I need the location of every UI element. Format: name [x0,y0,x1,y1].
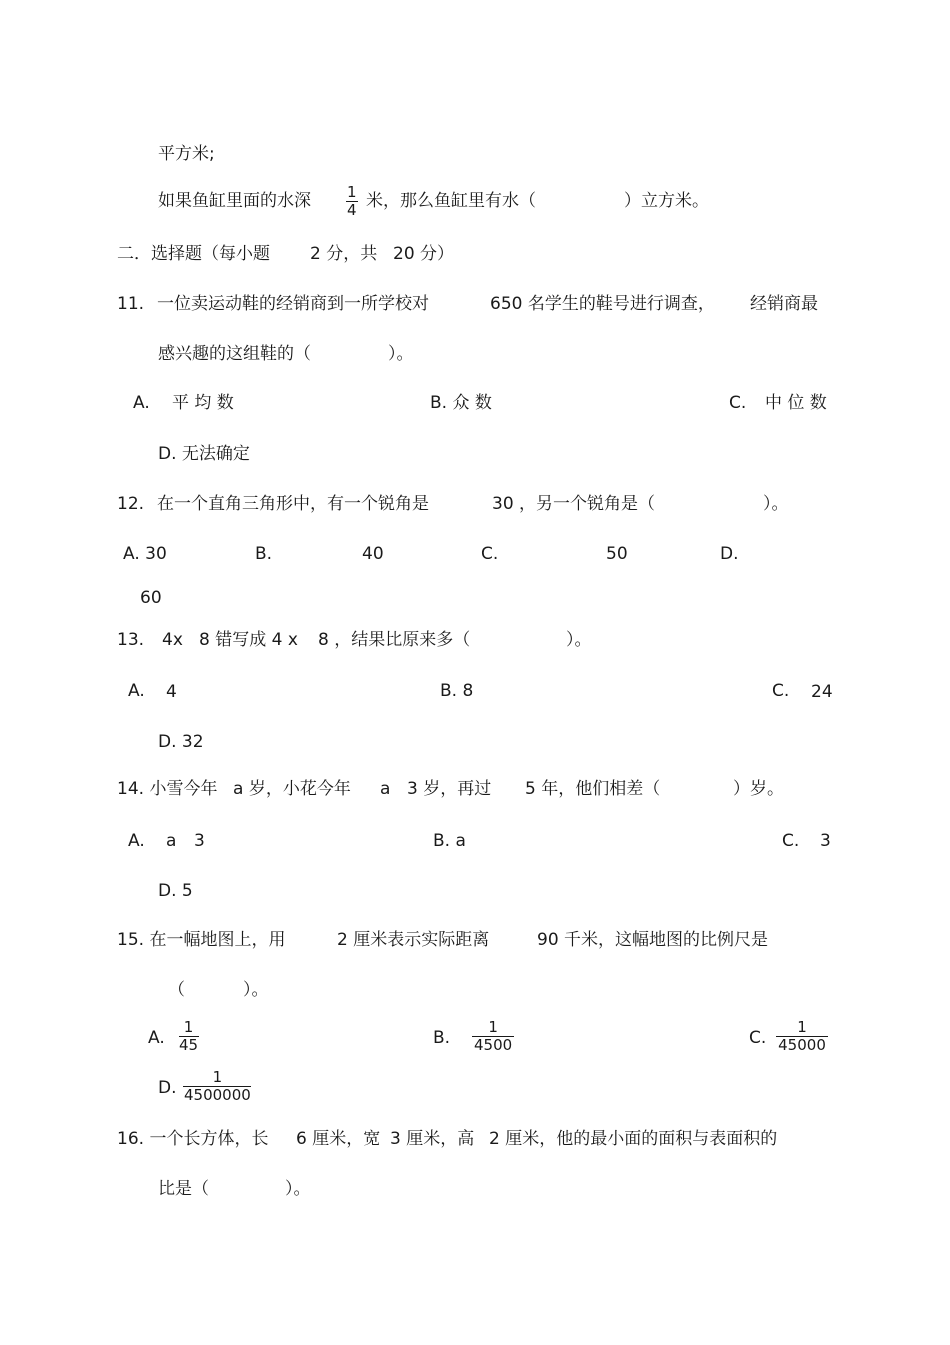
question-12-option-c: 50 [606,544,628,564]
question-11-text-4: 感兴趣的这组鞋的（ [158,344,311,364]
question-16-text: 6 厘米，宽 [296,1129,381,1149]
question-16-text-2: 3 厘米，高 [390,1129,475,1149]
question-14-text: a 岁，小花今年 [233,779,351,799]
question-12-text-2: 30 ，另一个锐角是（ [492,494,656,514]
question-13-option-a: 4 [166,682,177,702]
question-14-option-c-label: C. [782,831,800,851]
question-15-option-b-fraction [472,1019,514,1054]
question-16-text-3: 2 厘米，他的最小面的面积与表面积的 [489,1129,778,1149]
question-13-text-4: ）。 [566,630,592,650]
question-15-text-3: （ [168,980,185,1000]
question-13-option-c-label: C. [772,681,790,701]
fraction-numerator: 1 [212,1068,223,1086]
question-11-option-c: 中 位 数 [765,393,827,413]
question-15-option-a-fraction [177,1019,200,1054]
question-15-option-d-label: D. [158,1078,177,1098]
question-16-number: 16. 一个长方体，长 [117,1129,269,1149]
question-15-text-4: ）。 [243,980,269,1000]
question-15-option-d-fraction [182,1069,253,1104]
question-11-text: 一位卖运动鞋的经销商到一所学校对 [157,294,429,314]
fraction-denominator: 4500 [474,1036,513,1054]
question-13-number: 13. [117,630,145,650]
question-11-option-c-label: C. [729,393,747,413]
question-15-option-a-label: A. [148,1028,165,1048]
question-14-option-d: D. 5 [158,881,193,901]
section-heading-choice: 二．选择题（每小题 [117,244,270,264]
question-14-option-a: a [166,831,177,851]
question-14-number: 14. 小雪今年 [117,779,218,799]
question-11-text-2: 650 名学生的鞋号进行调查， [490,294,715,314]
question-13-text-3: 8 ，结果比原来多（ [318,630,471,650]
line-fish-tank-text-3: ）立方米。 [624,191,709,211]
question-11-text-3: 经销商最 [750,294,818,314]
question-12-option-b: 40 [362,544,384,564]
question-16-text-4: 比是（ [158,1179,209,1199]
question-14-text-3: 3 岁，再过 [407,779,492,799]
question-12-number: 12. [117,494,145,514]
question-11-option-d: D. 无法确定 [158,444,250,464]
question-14-option-a-label: A. [128,831,145,851]
question-12-option-a: A. 30 [123,544,167,564]
question-12-text-3: ）。 [763,494,789,514]
line-fish-tank-text-2: 米，那么鱼缸里有水（ [366,191,536,211]
fraction-numerator: 1 [488,1018,498,1036]
fraction-water-depth [345,184,359,219]
question-13-text: 4x [162,630,183,650]
question-12-option-d: 60 [140,588,162,608]
question-15-text-2: 90 千米，这幅地图的比例尺是 [537,930,769,950]
question-15-option-c-fraction [776,1019,828,1054]
question-15-number: 15. 在一幅地图上，用 [117,930,286,950]
question-14-text-5: ）岁。 [733,779,784,799]
section-heading-points: 2 分，共 [310,244,378,264]
fraction-denominator: 45 [179,1036,199,1054]
question-11-number: 11. [117,294,145,314]
question-13-text-2: 8 错写成 4 x [199,630,298,650]
question-11-text-5: ）。 [388,344,414,364]
question-16-text-5: ）。 [285,1179,311,1199]
question-14-option-c: 3 [820,831,831,851]
question-15-option-b-label: B. [433,1028,451,1048]
section-heading-total: 20 分） [393,244,455,264]
question-14-text-2: a [380,779,391,799]
question-13-option-c: 24 [811,682,833,702]
question-14-option-a-2: 3 [194,831,205,851]
question-15-text: 2 厘米表示实际距离 [337,930,490,950]
question-12-text: 在一个直角三角形中，有一个锐角是 [157,494,429,514]
fraction-numerator: 1 [347,183,357,201]
line-unit-square-meter: 平方米; [158,144,215,164]
question-11-option-b: B. 众 数 [430,393,492,413]
question-15-option-c-label: C. [749,1028,767,1048]
question-14-text-4: 5 年，他们相差（ [525,779,661,799]
question-11-option-a: 平 均 数 [172,393,234,413]
fraction-numerator: 1 [797,1018,807,1036]
question-12-option-b-label: B. [255,544,273,564]
question-11-option-a-label: A. [133,393,150,413]
question-13-option-a-label: A. [128,681,145,701]
fraction-denominator: 4 [347,201,357,219]
question-12-option-d-label: D. [720,544,739,564]
question-14-option-b: B. a [433,831,466,851]
line-fish-tank-text: 如果鱼缸里面的水深 [158,191,311,211]
question-13-option-d: D. 32 [158,732,204,752]
fraction-denominator: 4500000 [184,1086,251,1104]
fraction-numerator: 1 [183,1018,194,1036]
fraction-denominator: 45000 [778,1036,826,1054]
question-12-option-c-label: C. [481,544,499,564]
question-13-option-b: B. 8 [440,681,474,701]
